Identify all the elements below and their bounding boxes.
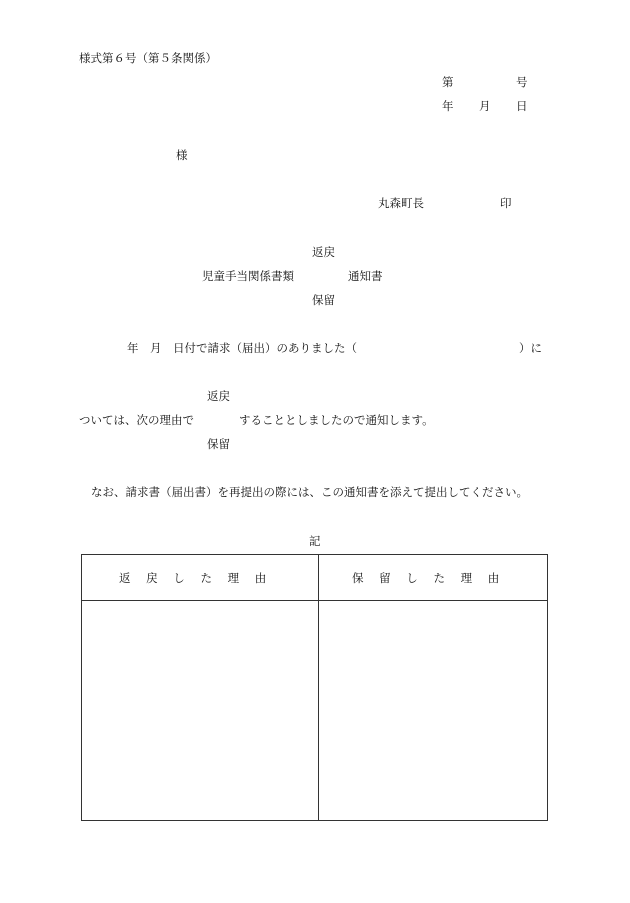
- return-reason-header: 返 戻 し た 理 由: [119, 571, 268, 585]
- date-month: 月: [479, 99, 491, 113]
- hold-reason-header: 保 留 し た 理 由: [352, 571, 501, 585]
- doc-number-go: 号: [516, 75, 528, 89]
- reasons-table: [81, 554, 548, 821]
- body-line1-end: ）に: [519, 341, 542, 355]
- ki-heading: 記: [309, 534, 321, 548]
- hold-reason-cell: [319, 601, 547, 820]
- body-note: なお、請求書（届出書）を再提出の際には、この通知書を添えて提出してください。: [91, 485, 528, 499]
- date-day: 日: [516, 99, 528, 113]
- form-number-label: 様式第６号（第５条関係）: [79, 51, 217, 65]
- return-reason-cell: [82, 601, 317, 820]
- date-year: 年: [442, 99, 454, 113]
- addressee-sama: 様: [176, 148, 188, 162]
- doc-number-dai: 第: [442, 75, 454, 89]
- body-line2-end: することとしましたので通知します。: [239, 413, 434, 427]
- issuer-seal: 印: [500, 196, 512, 210]
- body-option-return: 返戻: [207, 389, 230, 403]
- title-main: 児童手当関係書類: [202, 269, 294, 283]
- body-line2-start: ついては、次の理由で: [79, 413, 194, 427]
- title-option-hold: 保留: [312, 293, 335, 307]
- title-suffix: 通知書: [348, 269, 383, 283]
- body-line1-date: 年 月 日付で請求（届出）のありました（: [127, 341, 357, 355]
- title-option-return: 返戻: [312, 245, 335, 259]
- body-option-hold: 保留: [207, 437, 230, 451]
- issuer-name: 丸森町長: [378, 196, 424, 210]
